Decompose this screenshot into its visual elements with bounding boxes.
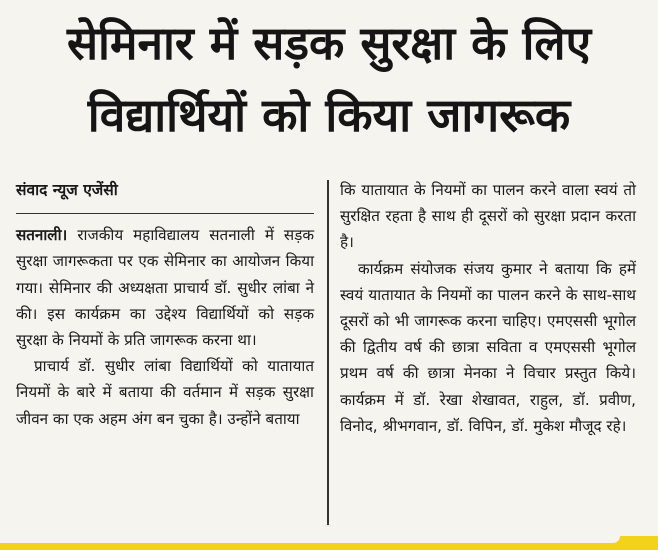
accent-band xyxy=(0,536,658,550)
paragraph-text: राजकीय महाविद्यालय सतनाली में सड़क सुरक्षा जागरूकता पर एक सेमिनार का आयोजन किया गया। सेमिनार की अध्यक्षता प्राचार्य डॉ. सुधीर लांबा ने की। इस कार्यक्रम का उद्देश्य विद्यार्थियों को सड़क सुरक्षा के नियमों के प्रति जागरूक करना था। xyxy=(16,226,314,350)
band-cutout xyxy=(0,536,620,543)
article-column-left xyxy=(16,177,314,432)
byline: संवाद न्यूज एजेंसी xyxy=(16,177,314,214)
article-column-right xyxy=(340,177,636,439)
dateline: सतनाली। xyxy=(16,226,68,245)
article-paragraph: कार्यक्रम संयोजक संजय कुमार ने बताया कि हमें स्वयं यातायात के नियमों का पालन करने के साथ-साथ दूसरों को भी जागरूक करना चाहिए। एमएससी भूगोल की द्वितीय वर्ष की छात्रा सविता व एमएससी भूगोल प्रथम वर्ष की छात्रा मेनका ने विचार प्रस्तुत किये। कार्यक्रम में डॉ. रेखा शेखावत, राहुल, डॉ. प्रवीण, विनोद, श्रीभगवान, डॉ. विपिन, डॉ. मुकेश मौजूद रहे। xyxy=(340,259,636,435)
article-paragraph: कि यातायात के नियमों का पालन करने वाला स्वयं तो सुरक्षित रहता है साथ ही दूसरों को सुरक्षा प्रदान करता है। xyxy=(340,181,636,252)
article-paragraph xyxy=(16,222,314,353)
column-divider xyxy=(327,180,329,525)
headline-line-2: विद्यार्थियों को किया जागरूक xyxy=(87,88,571,142)
headline-line-1: सेमिनार में सड़क सुरक्षा के लिए xyxy=(66,16,592,70)
headline xyxy=(0,8,658,152)
article-paragraph: प्राचार्य डॉ. सुधीर लांबा विद्यार्थियों को यातायात नियमों के बारे में बताया की वर्तमान में सड़क सुरक्षा जीवन का एक अहम अंग बन चुका है। उन्होंने बताया xyxy=(16,357,314,428)
